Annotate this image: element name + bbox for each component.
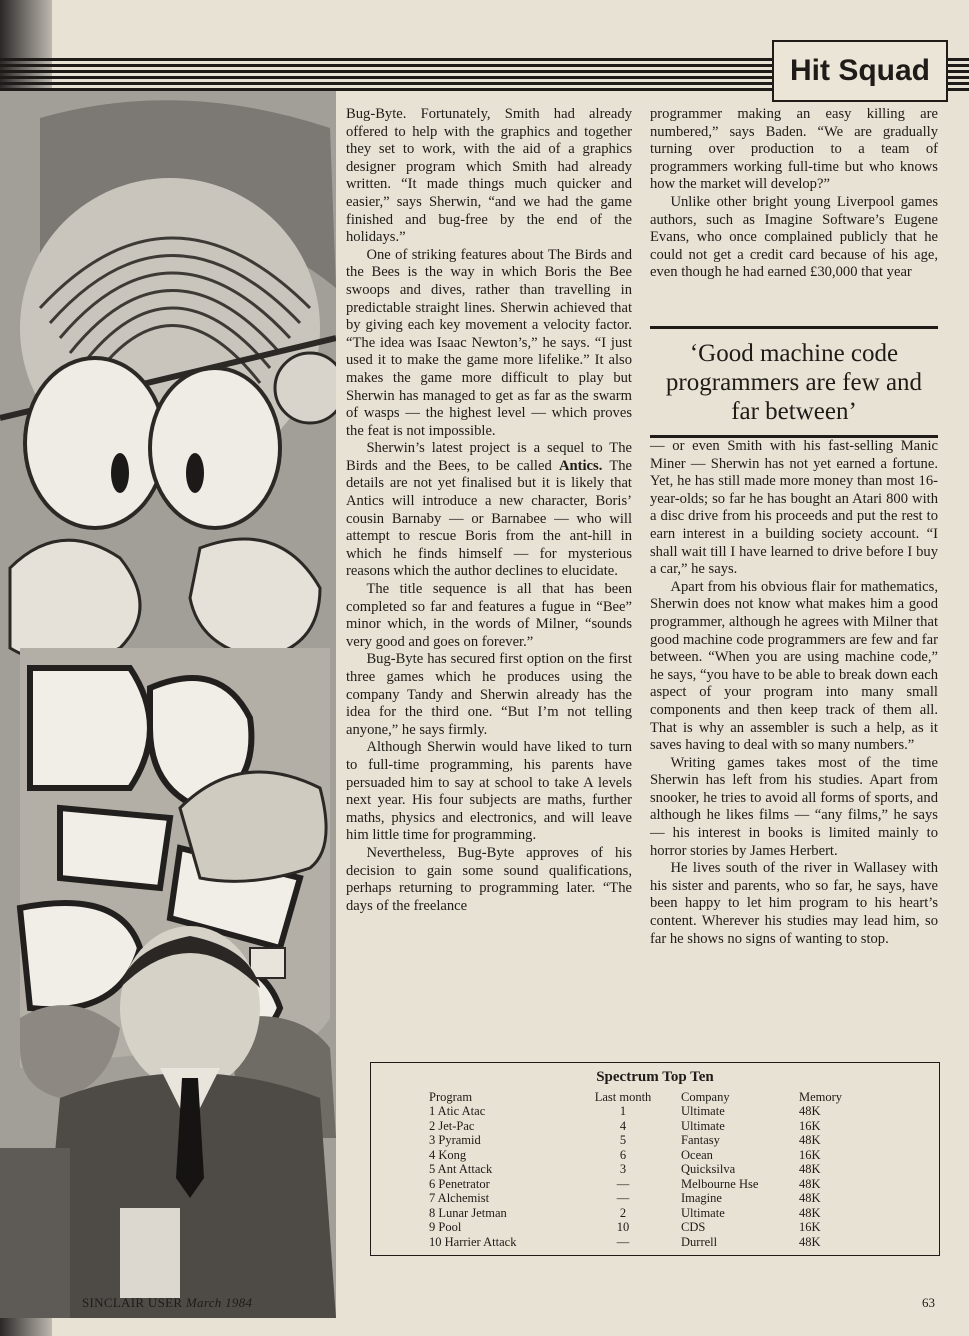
cell-company: Fantasy — [681, 1133, 720, 1147]
cell-program: 6 Penetrator — [429, 1176, 490, 1191]
table-row — [371, 1220, 939, 1235]
section-title: Hit Squad — [772, 40, 948, 102]
cell-program: 7 Alchemist — [429, 1191, 490, 1205]
column-header-last-month: Last month — [594, 1090, 652, 1104]
cell-company: Ultimate — [681, 1118, 725, 1133]
spectrum-top-ten-table — [370, 1062, 940, 1256]
paragraph: Apart from his obvious flair for mathematics, Sherwin does not know what makes him a good programmer, although he agrees with Milner that good machine code programmers are few and far between. “When you are using machine code,” he says, “you have to be able to break down each aspect of your program into many small components and then keep track of them all. That is why an assembler is such a help, as it saves having to deal with so many numbers.” — [650, 578, 938, 754]
cell-program: 3 Pyramid — [429, 1133, 481, 1147]
cell-memory: 16K — [799, 1147, 821, 1162]
cell-last-month: 2 — [619, 1205, 627, 1220]
cell-last-month: 5 — [619, 1133, 627, 1147]
column-header-company: Company — [681, 1090, 730, 1104]
paragraph: programmer making an easy killing are numbered,” says Baden. “We are gradually turning over production to a team of programmers working full-time but who knows how the market will develop?” — [650, 106, 938, 193]
table-row — [371, 1162, 939, 1177]
header-rule-lines-right — [946, 58, 969, 92]
article-column-2-top — [650, 106, 938, 282]
cell-program: 8 Lunar Jetman — [429, 1205, 507, 1220]
article-column-2-bottom — [650, 438, 938, 948]
cell-last-month: 1 — [619, 1104, 627, 1118]
cell-last-month: 4 — [619, 1118, 627, 1133]
cell-last-month: — — [616, 1191, 630, 1205]
cell-memory: 48K — [799, 1191, 821, 1205]
antics-title: Antics. — [558, 457, 603, 474]
table-header-row — [371, 1090, 939, 1105]
column-header-program: Program — [429, 1090, 473, 1104]
table-row — [371, 1104, 939, 1119]
header-rule-lines — [0, 58, 776, 92]
cell-memory: 48K — [799, 1234, 821, 1249]
table-row — [371, 1177, 939, 1192]
cell-memory: 48K — [799, 1104, 821, 1118]
magazine-name: SINCLAIR USER — [82, 1295, 183, 1310]
antics-body-text: The details are not yet finalised but it is likely that Antics will introduce a new character, Boris’ cousin Barnaby — or Barnabee — who will attempt to rescue Boris from the ant-hill in which he finds himself — for mysterious reasons which the author declines to elucidate. — [346, 457, 633, 580]
paragraph: He lives south of the river in Wallasey with his sister and parents, who so far, he says, have been happy to let him program to his heart’s content. Wherever his studies may lead him, so far he shows no signs of wanting to stop. — [650, 860, 938, 947]
cell-last-month: 6 — [619, 1147, 627, 1162]
paragraph: The title sequence is all that has been completed so far and features a fugue in “Bee” minor which, in the words of Milner, “sounds very good and goes on forever.” — [346, 581, 632, 650]
paragraph: — or even Smith with his fast-selling Manic Miner — Sherwin has not yet earned a fortune. Yet, he has still made more money than most 16-year-olds; so far he has bought an Atari 800 with a disc drive from his proceeds and put the rest to earn interest in a building society account. “I shall wait till I have learned to drive before I buy a car,” he says. — [650, 438, 938, 578]
cell-memory: 48K — [799, 1205, 821, 1220]
cell-company: Ultimate — [681, 1104, 725, 1118]
paragraph-antics — [346, 440, 632, 581]
cell-program: 5 Ant Attack — [429, 1162, 493, 1176]
cell-last-month: — — [616, 1176, 630, 1191]
table-row — [371, 1119, 939, 1134]
cell-memory: 16K — [799, 1220, 821, 1234]
page-number: 63 — [922, 1295, 935, 1310]
footer-magazine — [82, 1295, 252, 1311]
cell-memory: 16K — [799, 1118, 821, 1133]
article-column-1 — [346, 106, 632, 915]
cell-company: CDS — [681, 1220, 706, 1234]
cell-company: Imagine — [681, 1191, 722, 1205]
pull-quote: ‘Good machine code programmers are few and far between’ — [650, 326, 938, 438]
cell-program: 4 Kong — [429, 1147, 467, 1162]
table-row — [371, 1235, 939, 1250]
cell-company: Durrell — [681, 1234, 718, 1249]
cell-company: Quicksilva — [681, 1162, 736, 1176]
cell-company: Ultimate — [681, 1205, 725, 1220]
table-row — [371, 1191, 939, 1206]
cell-program: 2 Jet-Pac — [429, 1118, 475, 1133]
table-title: Spectrum Top Ten — [596, 1069, 714, 1085]
cell-program: 1 Atic Atac — [429, 1104, 486, 1118]
paragraph: Writing games takes most of the time Sherwin has left from his studies. Apart from snooker, he tries to avoid all forms of sports, and although he likes films — “any films,” he says — his interest in books is limited mainly to horror stories by James Herbert. — [650, 754, 938, 859]
table-row — [371, 1206, 939, 1221]
antics-lead-text: Sherwin’s latest project is a sequel to The Birds and the Bees, to be called — [346, 440, 632, 474]
cell-last-month: — — [616, 1234, 630, 1249]
cell-memory: 48K — [799, 1162, 821, 1176]
cell-company: Melbourne Hse — [681, 1176, 759, 1191]
cell-company: Ocean — [681, 1147, 713, 1162]
table-row — [371, 1133, 939, 1148]
paragraph: Bug-Byte has secured first option on the first three games which he produces using the company Tandy and Sherwin already has the idea for the third one. “But I’m not telling anyone,” he says firmly. — [346, 651, 632, 738]
paragraph: Nevertheless, Bug-Byte approves of his decision to gain some sound qualifications, perhaps returning to programming later. “The days of the freelance — [346, 844, 632, 914]
table-row — [371, 1148, 939, 1163]
cell-program: 10 Harrier Attack — [429, 1234, 517, 1249]
cell-memory: 48K — [799, 1133, 821, 1147]
bee-cartoon-and-portrait-photo — [0, 88, 336, 1318]
paragraph: Although Sherwin would have liked to turn to full-time programming, his parents have persuaded him to say at school to take A levels next year. His four subjects are maths, further maths, physics and electronics, and will leave him little time for programming. — [346, 739, 632, 844]
cell-program: 9 Pool — [429, 1220, 462, 1234]
column-header-memory: Memory — [799, 1090, 843, 1104]
paragraph: Unlike other bright young Liverpool games authors, such as Imagine Software’s Eugene Evans, who once complained publicly that he could not get a credit card because of his age, even though he had earned £30,000 that year — [650, 193, 938, 281]
cell-memory: 48K — [799, 1176, 821, 1191]
paragraph: Bug-Byte. Fortunately, Smith had already offered to help with the graphics and together they set to work, with the aid of a graphics designer program which Smith had already written. “It made things much quicker and easier,” says Sherwin, “and we had the game finished and bug-free by the end of the holidays.” — [346, 106, 632, 246]
cell-last-month: 3 — [619, 1162, 627, 1176]
paragraph: One of striking features about The Birds and the Bees is the way in which Boris the Bee swoops and dives, rather than travelling in predictable straight lines. Sherwin achieved that by giving each key movement a velocity factor. “The idea was Isaac Newton’s,” he says. “I just used it to make the game more lifelike.” It also makes the game more difficult to play but Sherwin has managed to get as far as the swarm of wasps — the highest level — which proves the feat is not impossible. — [346, 246, 632, 439]
cell-last-month: 10 — [616, 1220, 630, 1234]
issue-date: March 1984 — [185, 1295, 253, 1310]
